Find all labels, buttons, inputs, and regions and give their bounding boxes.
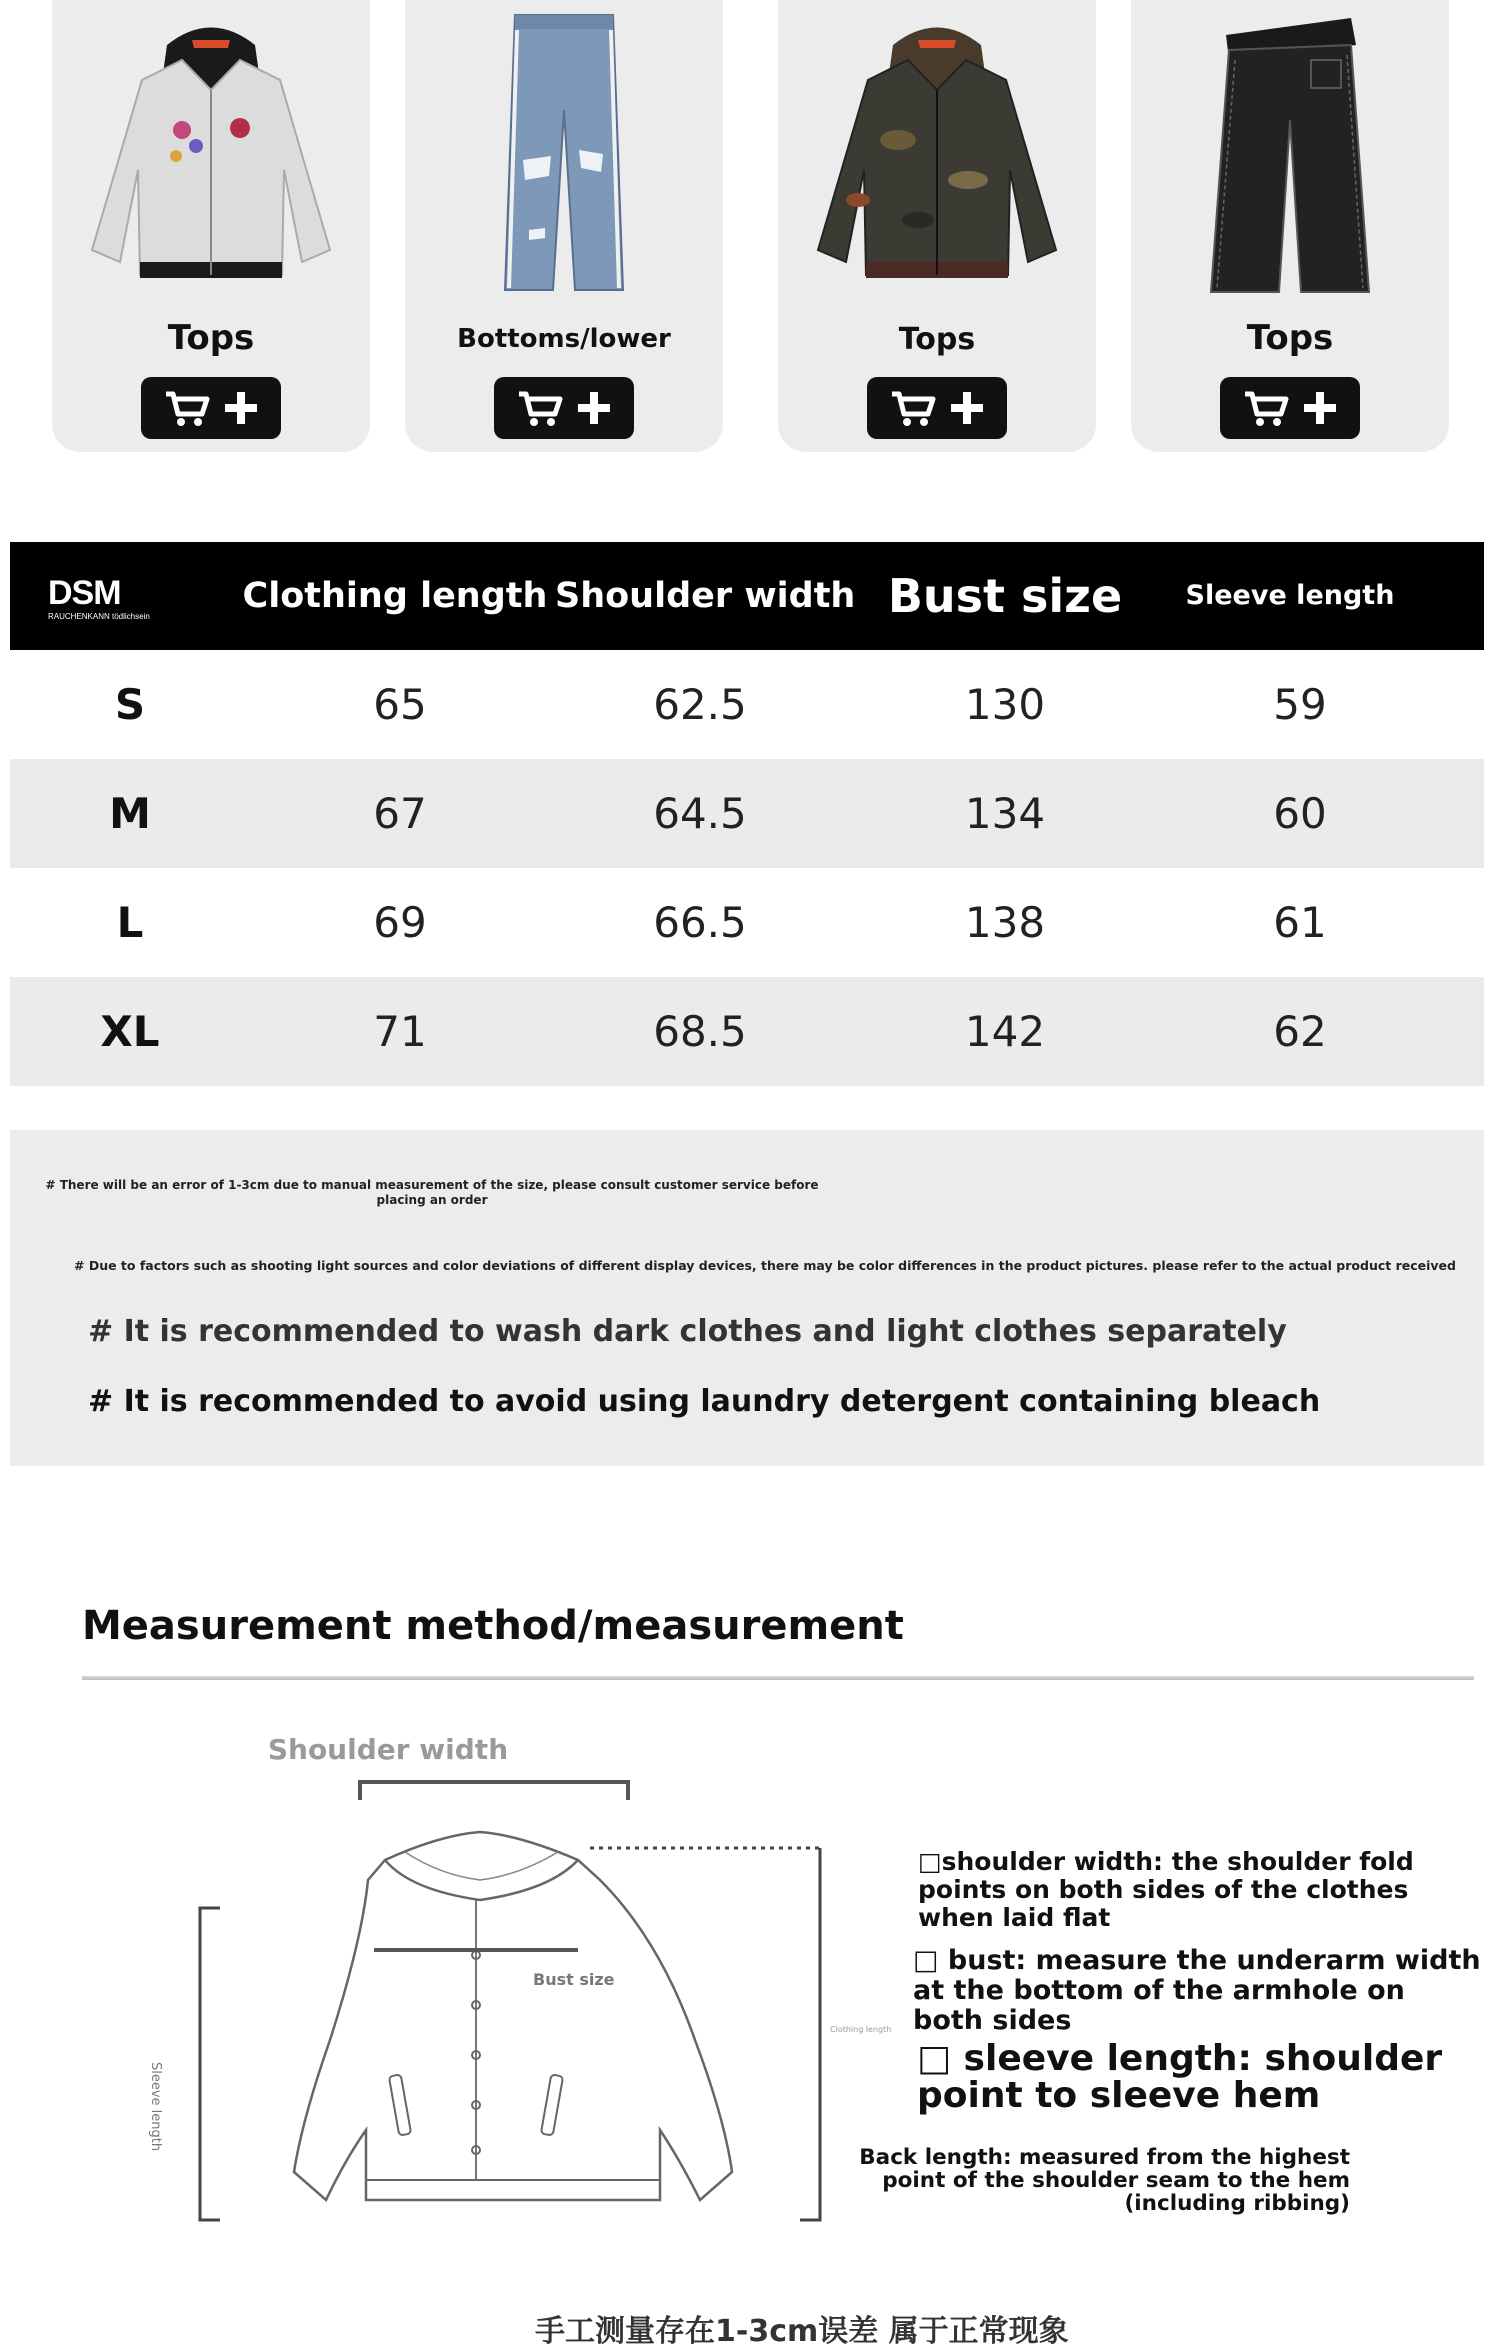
header-clothing-length: Clothing length bbox=[242, 576, 548, 616]
bust-size-cell: 130 bbox=[964, 680, 1046, 729]
table-row bbox=[10, 650, 1484, 759]
white-floral-hooded-jacket-image bbox=[72, 0, 350, 300]
brand-logo bbox=[48, 576, 208, 626]
sleeve-length-description: □ sleeve length: shoulder point to sleeve hem bbox=[917, 2038, 1443, 2116]
sleeve-length-cell: 62 bbox=[1273, 1007, 1327, 1056]
cart-icon bbox=[164, 388, 210, 428]
bust-size-cell: 138 bbox=[964, 898, 1046, 947]
shoulder-width-cell: 62.5 bbox=[653, 680, 747, 729]
shoulder-width-caption: Shoulder width bbox=[267, 1733, 509, 1766]
clothing-length-cell: 65 bbox=[373, 680, 427, 729]
shoulder-width-cell: 66.5 bbox=[653, 898, 747, 947]
section-divider bbox=[82, 1676, 1474, 1680]
add-to-cart-button[interactable] bbox=[494, 377, 634, 439]
product-category-label: Tops bbox=[898, 322, 976, 357]
bust-description: □ bust: measure the underarm width at the bottom of the armhole on both sides bbox=[913, 1945, 1481, 2036]
back-length-description: Back length: measured from the highest point of the shoulder seam to the hem (including ribbing) bbox=[859, 2145, 1350, 2216]
cart-icon bbox=[517, 388, 563, 428]
header-shoulder-width: Shoulder width bbox=[555, 576, 856, 616]
add-to-cart-button[interactable] bbox=[1220, 377, 1360, 439]
header-sleeve-length: Sleeve length bbox=[1185, 580, 1395, 611]
shoulder-width-cell: 68.5 bbox=[653, 1007, 747, 1056]
cart-icon bbox=[890, 388, 936, 428]
plus-icon bbox=[577, 391, 611, 425]
clothing-length-cell: 71 bbox=[373, 1007, 427, 1056]
clothing-length-cell: 67 bbox=[373, 789, 427, 838]
care-notes-panel bbox=[10, 1130, 1484, 1466]
footer-note: 手工测量存在1-3cm误差 属于正常现象 bbox=[535, 2314, 1069, 2349]
plus-icon bbox=[224, 391, 258, 425]
plus-icon bbox=[1303, 391, 1337, 425]
product-card-2[interactable] bbox=[405, 0, 723, 452]
bust-size-caption: Bust size bbox=[533, 1970, 615, 1989]
table-header-row bbox=[10, 542, 1484, 650]
jacket-measurement-diagram bbox=[140, 1740, 850, 2240]
cart-icon bbox=[1243, 388, 1289, 428]
brand-logo-text: DSM bbox=[48, 574, 121, 612]
header-bust-size: Bust size bbox=[887, 569, 1123, 623]
camo-hooded-jacket-image bbox=[798, 0, 1076, 300]
black-wide-leg-jeans-image bbox=[1151, 0, 1429, 300]
size-cell: L bbox=[116, 898, 144, 947]
measurement-error-note: # There will be an error of 1-3cm due to manual measurement of the size, please consult customer service before placing an order bbox=[45, 1178, 819, 1207]
sleeve-length-cell: 59 bbox=[1273, 680, 1327, 729]
shoulder-width-description: □shoulder width: the shoulder fold points on both sides of the clothes when laid flat bbox=[918, 1847, 1414, 1932]
clothing-length-caption: Clothing length bbox=[830, 2025, 892, 2034]
table-row bbox=[10, 868, 1484, 977]
add-to-cart-button[interactable] bbox=[867, 377, 1007, 439]
add-to-cart-button[interactable] bbox=[141, 377, 281, 439]
measurement-section-title: Measurement method/measurement bbox=[82, 1603, 904, 1649]
plus-icon bbox=[950, 391, 984, 425]
product-card-4[interactable] bbox=[1131, 0, 1449, 452]
product-card-1[interactable] bbox=[52, 0, 370, 452]
size-cell: XL bbox=[100, 1007, 160, 1056]
no-bleach-note: # It is recommended to avoid using laundry detergent containing bleach bbox=[88, 1384, 1321, 1419]
product-category-label: Tops bbox=[1246, 318, 1334, 358]
size-chart-table bbox=[10, 542, 1484, 1086]
bust-size-cell: 142 bbox=[964, 1007, 1046, 1056]
product-category-label: Bottoms/lower bbox=[457, 324, 671, 354]
sleeve-length-cell: 60 bbox=[1273, 789, 1327, 838]
product-card-3[interactable] bbox=[778, 0, 1096, 452]
bust-size-cell: 134 bbox=[964, 789, 1046, 838]
recommended-products bbox=[0, 0, 1500, 470]
sleeve-length-cell: 61 bbox=[1273, 898, 1327, 947]
size-cell: S bbox=[114, 680, 146, 729]
ripped-blue-jeans-image bbox=[425, 0, 703, 300]
product-category-label: Tops bbox=[167, 318, 255, 358]
sleeve-length-caption: Sleeve length bbox=[148, 2062, 163, 2152]
shoulder-width-cell: 64.5 bbox=[653, 789, 747, 838]
clothing-length-cell: 69 bbox=[373, 898, 427, 947]
table-row bbox=[10, 977, 1484, 1086]
size-cell: M bbox=[109, 789, 151, 838]
table-row bbox=[10, 759, 1484, 868]
brand-logo-subtext: RAUCHENKANN tödlichsein bbox=[48, 612, 150, 621]
color-difference-note: # Due to factors such as shooting light sources and color deviations of different display devices, there may be color differences in the product pictures. please refer to the actual product received bbox=[74, 1258, 1456, 1273]
wash-separately-note: # It is recommended to wash dark clothes and light clothes separately bbox=[88, 1314, 1287, 1349]
